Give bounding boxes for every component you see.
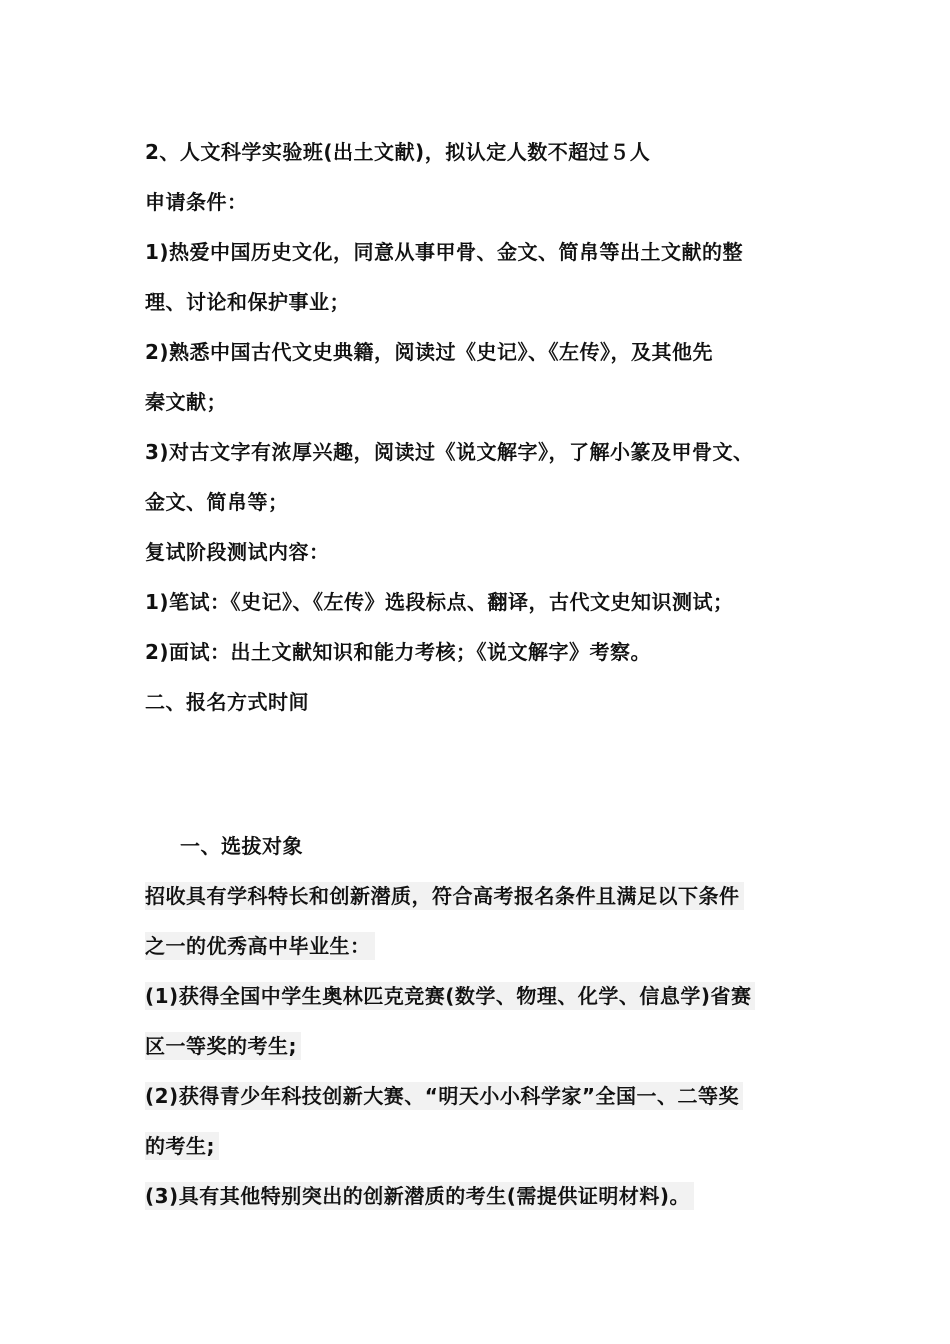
paragraph-line: (2)获得青少年科技创新大赛、“明天小小科学家”全国一、二等奖 [145,1082,743,1110]
paragraph-line: 的考生; [145,1132,219,1160]
paragraph-line: (3)具有其他特别突出的创新潜质的考生(需提供证明材料)。 [145,1182,694,1210]
paragraph-line: 3)对古文字有浓厚兴趣，阅读过《说文解字》，了解小篆及甲骨文、 [145,440,754,464]
paragraph-line: 1)笔试：《史记》、《左传》选段标点、翻译，古代文史知识测试； [145,590,734,614]
paragraph-line: 2)熟悉中国古代文史典籍，阅读过《史记》、《左传》，及其他先 [145,340,714,364]
paragraph-line: 申请条件： [145,190,248,214]
paragraph-line: 之一的优秀高中毕业生： [145,932,375,960]
paragraph-line: 区一等奖的考生; [145,1032,301,1060]
paragraph-line: 1)热爱中国历史文化，同意从事甲骨、金文、简帛等出土文献的整 [145,240,744,264]
paragraph-line: 金文、简帛等； [145,490,289,514]
paragraph-line: 2)面试：出土文献知识和能力考核；《说文解字》考察。 [145,640,652,664]
paragraph-line: 招收具有学科特长和创新潜质，符合高考报名条件且满足以下条件 [145,882,744,910]
paragraph-line: 2、人文科学实验班(出土文献)，拟认定人数不超过５人 [145,140,651,164]
paragraph-line: 秦文献； [145,390,227,414]
paragraph-line: 理、讨论和保护事业； [145,290,350,314]
section-heading: 一、选拔对象 [180,834,303,858]
section-heading: 二、报名方式时间 [145,690,309,714]
paragraph-line: (1)获得全国中学生奥林匹克竞赛(数学、物理、化学、信息学)省赛 [145,982,755,1010]
paragraph-line: 复试阶段测试内容： [145,540,330,564]
